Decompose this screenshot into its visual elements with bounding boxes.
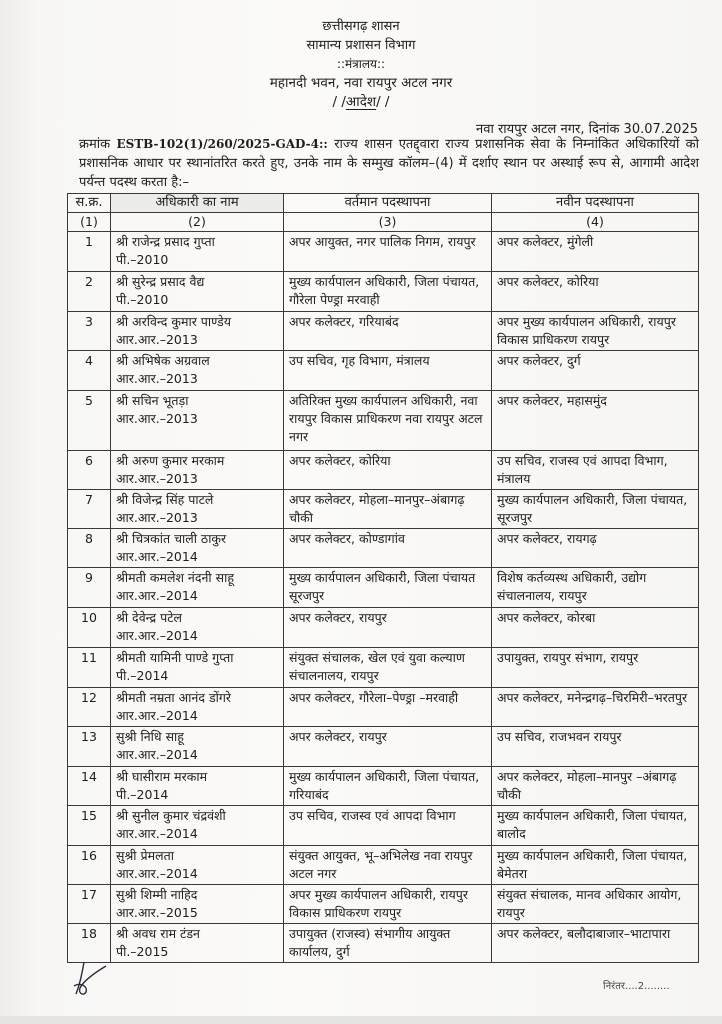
new-posting: अपर कलेक्टर, महासमुंद bbox=[492, 391, 699, 451]
new-posting: मुख्य कार्यपालन अधिकारी, जिला पंचायत, बेमेतरा bbox=[492, 846, 699, 885]
table-row bbox=[68, 806, 699, 846]
officer-name: श्री सुनील कुमार चंद्रवंशी bbox=[116, 808, 226, 823]
officer-batch: आर.आर.–2014 bbox=[116, 549, 198, 564]
serial-number: 13 bbox=[68, 727, 111, 767]
officer-cell bbox=[111, 924, 284, 963]
header-officer-name: अधिकारी का नाम bbox=[111, 194, 284, 213]
officer-cell bbox=[111, 232, 284, 272]
officer-cell bbox=[111, 490, 284, 529]
officer-batch: आर.आर.–2014 bbox=[116, 826, 198, 841]
department-name: सामान्य प्रशासन विभाग bbox=[306, 38, 416, 53]
officer-batch: आर.आर.–2013 bbox=[116, 471, 198, 486]
serial-number: 17 bbox=[68, 885, 111, 924]
header-new-posting: नवीन पदस्थापना bbox=[492, 194, 699, 213]
officer-name: श्री अरुण कुमार मरकाम bbox=[116, 453, 225, 468]
new-posting: अपर कलेक्टर, मुंगेली bbox=[492, 232, 699, 272]
serial-number: 8 bbox=[68, 529, 111, 568]
table-row bbox=[68, 885, 699, 924]
order-preamble bbox=[79, 135, 699, 192]
current-posting: मुख्य कार्यपालन अधिकारी, जिला पंचायत, गौरेला पेण्ड्रा मरवाही bbox=[284, 272, 492, 312]
table-row bbox=[68, 351, 699, 391]
officer-batch: आर.आर.–2014 bbox=[116, 588, 198, 603]
serial-number: 4 bbox=[68, 351, 111, 391]
header-current-posting: वर्तमान पदस्थापना bbox=[284, 194, 492, 213]
place-and-date: नवा रायपुर अटल नगर, दिनांक 30.07.2025 bbox=[476, 122, 698, 137]
new-posting: उपायुक्त, रायपुर संभाग, रायपुर bbox=[492, 648, 699, 688]
officer-cell bbox=[111, 648, 284, 688]
table-row bbox=[68, 312, 699, 351]
serial-number: 10 bbox=[68, 608, 111, 648]
officer-cell bbox=[111, 806, 284, 846]
table-body bbox=[68, 232, 699, 963]
current-posting: उपायुक्त (राजस्व) संभागीय आयुक्त कार्यालय, दुर्ग bbox=[284, 924, 492, 963]
signature-mark bbox=[70, 956, 110, 998]
serial-number: 1 bbox=[68, 232, 111, 272]
officer-name: सुश्री शिम्मी नाहिद bbox=[116, 887, 198, 902]
officer-batch: पी.–2010 bbox=[116, 292, 169, 307]
current-posting: अपर कलेक्टर, कोण्डागांव bbox=[284, 529, 492, 568]
table-row bbox=[68, 727, 699, 767]
colnum-4: (4) bbox=[492, 213, 699, 232]
serial-number: 11 bbox=[68, 648, 111, 688]
officer-name: श्री सचिन भूतड़ा bbox=[116, 393, 189, 408]
officer-cell bbox=[111, 688, 284, 727]
colnum-2: (2) bbox=[111, 213, 284, 232]
serial-number: 3 bbox=[68, 312, 111, 351]
officer-cell bbox=[111, 451, 284, 490]
table-header-row bbox=[68, 194, 699, 213]
current-posting: उप सचिव, गृह विभाग, मंत्रालय bbox=[284, 351, 492, 391]
order-heading bbox=[0, 93, 722, 112]
order-title: आदेश bbox=[345, 94, 377, 110]
officer-batch: आर.आर.–2013 bbox=[116, 411, 198, 426]
officer-name: श्रीमती यामिनी पाण्डे गुप्ता bbox=[116, 650, 234, 665]
new-posting: उप सचिव, राजभवन रायपुर bbox=[492, 727, 699, 767]
serial-number: 14 bbox=[68, 767, 111, 806]
officer-batch: पी.–2014 bbox=[116, 668, 169, 683]
serial-number: 5 bbox=[68, 391, 111, 451]
serial-number: 15 bbox=[68, 806, 111, 846]
preamble-text: राज्य शासन एतद्द्वारा राज्य प्रशासनिक सेवा के निम्नांकित अधिकारियों को प्रशासनिक आधार पर स्थानांतरित करते हुए, उनके नाम के सम्मुख कॉलम–(4) में दर्शाए स्थान पर अस्थाई रूप से, आगामी आदेश पर्यन्त पदस्थ करता है:– bbox=[79, 137, 699, 190]
current-posting: संयुक्त आयुक्त, भू–अभिलेख नवा रायपुर अटल नगर bbox=[284, 846, 492, 885]
current-posting: अपर मुख्य कार्यपालन अधिकारी, रायपुर विकास प्राधिकरण रायपुर bbox=[284, 885, 492, 924]
new-posting: अपर कलेक्टर, कोरबा bbox=[492, 608, 699, 648]
column-number-row bbox=[68, 213, 699, 232]
officer-cell bbox=[111, 312, 284, 351]
officer-batch: आर.आर.–2014 bbox=[116, 866, 198, 881]
current-posting: अतिरिक्त मुख्य कार्यपालन अधिकारी, नवा रायपुर विकास प्राधिकरण नवा रायपुर अटल नगर bbox=[284, 391, 492, 451]
new-posting: अपर कलेक्टर, बलौदाबाजार–भाटापारा bbox=[492, 924, 699, 963]
officer-batch: पी.–2014 bbox=[116, 787, 169, 802]
new-posting: संयुक्त संचालक, मानव अधिकार आयोग, रायपुर bbox=[492, 885, 699, 924]
serial-number: 6 bbox=[68, 451, 111, 490]
new-posting: उप सचिव, राजस्व एवं आपदा विभाग, मंत्रालय bbox=[492, 451, 699, 490]
current-posting: मुख्य कार्यपालन अधिकारी, जिला पंचायत, गरियाबंद bbox=[284, 767, 492, 806]
officer-name: सुश्री प्रेमलता bbox=[116, 848, 174, 863]
officer-name: सुश्री निधि साहू bbox=[116, 729, 184, 744]
page-bottom-edge bbox=[0, 1016, 722, 1024]
office-address: महानदी भवन, नवा रायपुर अटल नगर bbox=[269, 75, 453, 91]
serial-number: 12 bbox=[68, 688, 111, 727]
transfer-table bbox=[67, 193, 699, 963]
header-serial: स.क्र. bbox=[68, 194, 111, 213]
officer-name: श्री अवध राम टंडन bbox=[116, 926, 200, 941]
officer-name: श्रीमती नम्रता आनंद डोंगरे bbox=[116, 690, 232, 705]
govt-name: छत्तीसगढ़ शासन bbox=[322, 19, 400, 34]
officer-name: श्री विजेन्द्र सिंह पाटले bbox=[116, 492, 214, 507]
serial-number: 16 bbox=[68, 846, 111, 885]
new-posting: अपर कलेक्टर, मोहला–मानपुर –अंबागढ़ चौकी bbox=[492, 767, 699, 806]
officer-cell bbox=[111, 846, 284, 885]
officer-cell bbox=[111, 608, 284, 648]
table-row bbox=[68, 648, 699, 688]
officer-batch: आर.आर.–2015 bbox=[116, 905, 198, 920]
table-row bbox=[68, 272, 699, 312]
officer-name: श्री घासीराम मरकाम bbox=[116, 769, 208, 784]
officer-cell bbox=[111, 351, 284, 391]
officer-batch: आर.आर.–2013 bbox=[116, 371, 198, 386]
officer-batch: आर.आर.–2013 bbox=[116, 332, 198, 347]
office-name: ::मंत्रालय:: bbox=[336, 57, 386, 71]
officer-batch: आर.आर.–2014 bbox=[116, 708, 198, 723]
table-row bbox=[68, 232, 699, 272]
officer-name: श्री चित्रकांत चाली ठाकुर bbox=[116, 531, 227, 546]
order-prefix: / / bbox=[332, 94, 346, 110]
new-posting: अपर कलेक्टर, रायगढ़ bbox=[492, 529, 699, 568]
current-posting: अपर कलेक्टर, गरियाबंद bbox=[284, 312, 492, 351]
current-posting: अपर कलेक्टर, रायपुर bbox=[284, 727, 492, 767]
officer-cell bbox=[111, 767, 284, 806]
new-posting: अपर कलेक्टर, दुर्ग bbox=[492, 351, 699, 391]
serial-number: 18 bbox=[68, 924, 111, 963]
colnum-1: (1) bbox=[68, 213, 111, 232]
officer-name: श्री सुरेन्द्र प्रसाद वैद्य bbox=[116, 274, 205, 289]
officer-name: श्री देवेन्द्र पटेल bbox=[116, 610, 182, 625]
continued-marker: निरंतर....2........ bbox=[603, 981, 670, 992]
reference-number: ESTB-102(1)/260/2025-GAD-4:: bbox=[116, 137, 328, 151]
officer-cell bbox=[111, 885, 284, 924]
current-posting: अपर कलेक्टर, रायपुर bbox=[284, 608, 492, 648]
table-row bbox=[68, 608, 699, 648]
table-row bbox=[68, 568, 699, 608]
table-row bbox=[68, 924, 699, 963]
current-posting: अपर कलेक्टर, कोरिया bbox=[284, 451, 492, 490]
current-posting: अपर आयुक्त, नगर पालिक निगम, रायपुर bbox=[284, 232, 492, 272]
officer-batch: आर.आर.–2013 bbox=[116, 510, 198, 525]
current-posting: उप सचिव, राजस्व एवं आपदा विभाग bbox=[284, 806, 492, 846]
serial-number: 7 bbox=[68, 490, 111, 529]
serial-number: 2 bbox=[68, 272, 111, 312]
officer-cell bbox=[111, 529, 284, 568]
current-posting: अपर कलेक्टर, गौरेला–पेण्ड्रा –मरवाही bbox=[284, 688, 492, 727]
new-posting: अपर मुख्य कार्यपालन अधिकारी, रायपुर विकास प्राधिकरण रायपुर bbox=[492, 312, 699, 351]
colnum-3: (3) bbox=[284, 213, 492, 232]
table-row bbox=[68, 846, 699, 885]
officer-cell bbox=[111, 272, 284, 312]
officer-cell bbox=[111, 391, 284, 451]
table-row bbox=[68, 451, 699, 490]
officer-name: श्री राजेन्द्र प्रसाद गुप्ता bbox=[116, 234, 215, 249]
officer-name: श्री अरविन्द कुमार पाण्डेय bbox=[116, 314, 231, 329]
officer-name: श्री अभिषेक अग्रवाल bbox=[116, 353, 210, 368]
new-posting: विशेष कर्तव्यस्थ अधिकारी, उद्योग संचालनालय, रायपुर bbox=[492, 568, 699, 608]
current-posting: मुख्य कार्यपालन अधिकारी, जिला पंचायत सूरजपुर bbox=[284, 568, 492, 608]
officer-name: श्रीमती कमलेश नंदनी साहू bbox=[116, 570, 234, 585]
officer-cell bbox=[111, 568, 284, 608]
officer-cell bbox=[111, 727, 284, 767]
officer-batch: पी.–2010 bbox=[116, 252, 169, 267]
new-posting: मुख्य कार्यपालन अधिकारी, जिला पंचायत, बालोद bbox=[492, 806, 699, 846]
current-posting: अपर कलेक्टर, मोहला–मानपुर–अंबागढ़ चौकी bbox=[284, 490, 492, 529]
current-posting: संयुक्त संचालक, खेल एवं युवा कल्याण संचालनालय, रायपुर bbox=[284, 648, 492, 688]
table-row bbox=[68, 391, 699, 451]
officer-batch: आर.आर.–2014 bbox=[116, 747, 198, 762]
ref-label: क्रमांक bbox=[79, 137, 111, 152]
serial-number: 9 bbox=[68, 568, 111, 608]
new-posting: मुख्य कार्यपालन अधिकारी, जिला पंचायत, सूरजपुर bbox=[492, 490, 699, 529]
officer-batch: पी.–2015 bbox=[116, 944, 169, 959]
table-row bbox=[68, 688, 699, 727]
officer-batch: आर.आर.–2014 bbox=[116, 628, 198, 643]
new-posting: अपर कलेक्टर, मनेन्द्रगढ़–चिरमिरी–भरतपुर bbox=[492, 688, 699, 727]
table-row bbox=[68, 490, 699, 529]
order-suffix: / / bbox=[376, 94, 390, 110]
new-posting: अपर कलेक्टर, कोरिया bbox=[492, 272, 699, 312]
table-row bbox=[68, 767, 699, 806]
table-row bbox=[68, 529, 699, 568]
